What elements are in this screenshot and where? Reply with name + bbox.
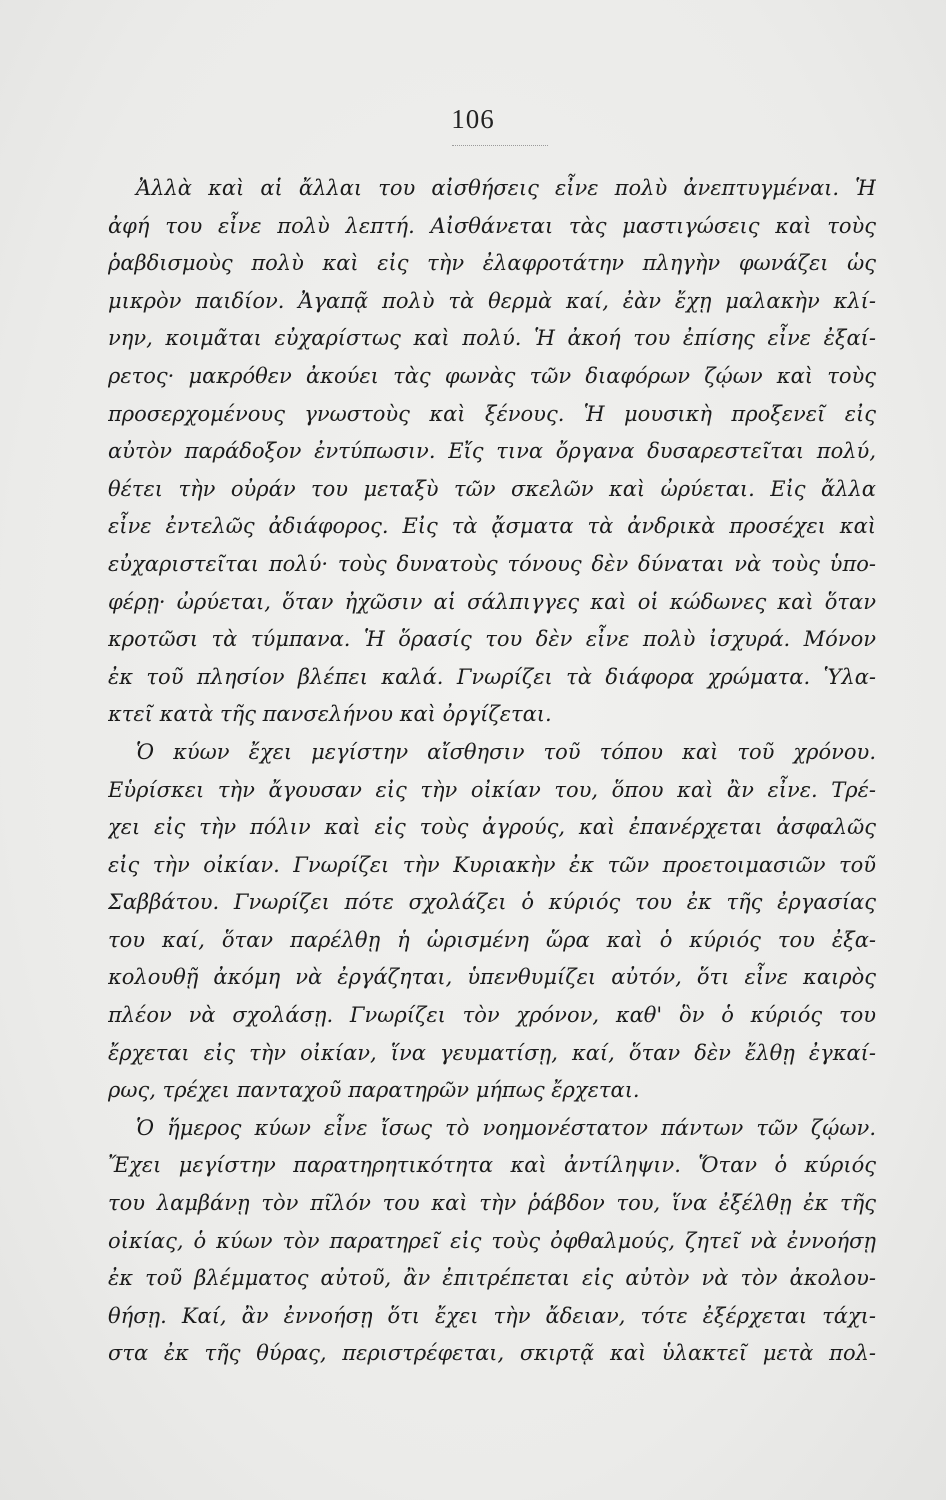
text-line: χει εἰς τὴν πόλιν καὶ εἰς τοὺς ἀγρούς, καὶ ἐπανέρχεται ἀσφαλῶς	[108, 815, 876, 840]
page-number-rule	[452, 145, 548, 146]
text-line: ἔρχεται εἰς τὴν οἰκίαν, ἵνα γευματίσῃ, καί, ὅταν δὲν ἔλθῃ ἐγκαί-	[108, 1040, 876, 1065]
text-line: του λαμβάνῃ τὸν πῖλόν του καὶ τὴν ῥάβδον του, ἵνα ἐξέλθῃ ἐκ τῆς	[108, 1191, 876, 1216]
text-line: πλέον νὰ σχολάσῃ. Γνωρίζει τὸν χρόνον, καθ' ὃν ὁ κύριός του	[108, 1003, 876, 1028]
text-line: αὐτὸν παράδοξον ἐντύπωσιν. Εἴς τινα ὄργανα δυσαρεστεῖται πολύ,	[108, 439, 876, 464]
text-line: κτεῖ κατὰ τῆς πανσελήνου καὶ ὀργίζεται.	[108, 702, 552, 727]
text-line: ἀφή του εἶνε πολὺ λεπτή. Αἰσθάνεται τὰς μαστιγώσεις καὶ τοὺς	[108, 213, 876, 238]
text-line: οἰκίας, ὁ κύων τὸν παρατηρεῖ εἰς τοὺς ὀφθαλμούς, ζητεῖ νὰ ἐννοήσῃ	[108, 1228, 876, 1253]
text-line: ρως, τρέχει πανταχοῦ παρατηρῶν μήπως ἔρχεται.	[108, 1078, 640, 1103]
text-line: νην, κοιμᾶται εὐχαρίστως καὶ πολύ. Ἡ ἀκοή του ἐπίσης εἶνε ἐξαί-	[108, 326, 876, 351]
text-line: ῥαβδισμοὺς πολὺ καὶ εἰς τὴν ἐλαφροτάτην πληγὴν φωνάζει ὡς	[108, 251, 876, 276]
text-line: Ἀλλὰ καὶ αἱ ἄλλαι του αἰσθήσεις εἶνε πολὺ ἀνεπτυγμέναι. Ἡ	[136, 176, 876, 200]
page-number: 106	[451, 104, 495, 134]
text-line: εἰς τὴν οἰκίαν. Γνωρίζει τὴν Κυριακὴν ἐκ τῶν προετοιμασιῶν τοῦ	[108, 852, 876, 877]
text-line: ἐκ τοῦ βλέμματος αὐτοῦ, ἂν ἐπιτρέπεται εἰς αὐτὸν νὰ τὸν ἀκολου-	[108, 1266, 876, 1291]
text-line: φέρῃ· ὠρύεται, ὅταν ἠχῶσιν αἱ σάλπιγγες καὶ οἱ κώδωνες καὶ ὅταν	[108, 589, 876, 614]
text-line: του καί, ὅταν παρέλθῃ ἡ ὡρισμένη ὥρα καὶ ὁ κύριός του ἐξα-	[108, 927, 876, 952]
text-line: προσερχομένους γνωστοὺς καὶ ξένους. Ἡ μουσικὴ προξενεῖ εἰς	[108, 401, 876, 426]
body-text	[108, 170, 876, 1373]
text-line: Σαββάτου. Γνωρίζει πότε σχολάζει ὁ κύριός του ἐκ τῆς ἐργασίας	[108, 890, 876, 915]
text-line: κροτῶσι τὰ τύμπανα. Ἡ ὅρασίς του δὲν εἶνε πολὺ ἰσχυρά. Μόνον	[108, 627, 876, 652]
text-line: θέτει τὴν οὐράν του μεταξὺ τῶν σκελῶν καὶ ὠρύεται. Εἰς ἄλλα	[108, 476, 876, 501]
text-line: κολουθῇ ἀκόμη νὰ ἐργάζηται, ὑπενθυμίζει αὐτόν, ὅτι εἶνε καιρὸς	[108, 965, 876, 990]
text-line: ἐκ τοῦ πλησίον βλέπει καλά. Γνωρίζει τὰ διάφορα χρώματα. Ὑλα-	[108, 664, 876, 689]
text-line: Ὁ κύων ἔχει μεγίστην αἴσθησιν τοῦ τόπου καὶ τοῦ χρόνου.	[136, 739, 876, 764]
text-line: στα ἐκ τῆς θύρας, περιστρέφεται, σκιρτᾷ καὶ ὑλακτεῖ μετὰ πολ-	[108, 1341, 876, 1366]
text-line: Ὁ ἥμερος κύων εἶνε ἴσως τὸ νοημονέστατον πάντων τῶν ζῴων.	[136, 1115, 876, 1140]
text-line: εὐχαριστεῖται πολύ· τοὺς δυνατοὺς τόνους δὲν δύναται νὰ τοὺς ὑπο-	[108, 551, 876, 576]
text-line: μικρὸν παιδίον. Ἀγαπᾷ πολὺ τὰ θερμὰ καί, ἐὰν ἔχῃ μαλακὴν κλί-	[108, 288, 876, 313]
text-line: εἶνε ἐντελῶς ἀδιάφορος. Εἰς τὰ ᾄσματα τὰ ἀνδρικὰ προσέχει καὶ	[108, 514, 876, 539]
text-line: ρετος· μακρόθεν ἀκούει τὰς φωνὰς τῶν διαφόρων ζῴων καὶ τοὺς	[108, 363, 876, 388]
text-line: Ἔχει μεγίστην παρατηρητικότητα καὶ ἀντίληψιν. Ὅταν ὁ κύριός	[108, 1153, 876, 1178]
text-line: θήσῃ. Καί, ἂν ἐννοήσῃ ὅτι ἔχει τὴν ἄδειαν, τότε ἐξέρχεται τάχι-	[108, 1303, 876, 1328]
text-line: Εὑρίσκει τὴν ἄγουσαν εἰς τὴν οἰκίαν του, ὅπου καὶ ἂν εἶνε. Τρέ-	[108, 777, 876, 802]
